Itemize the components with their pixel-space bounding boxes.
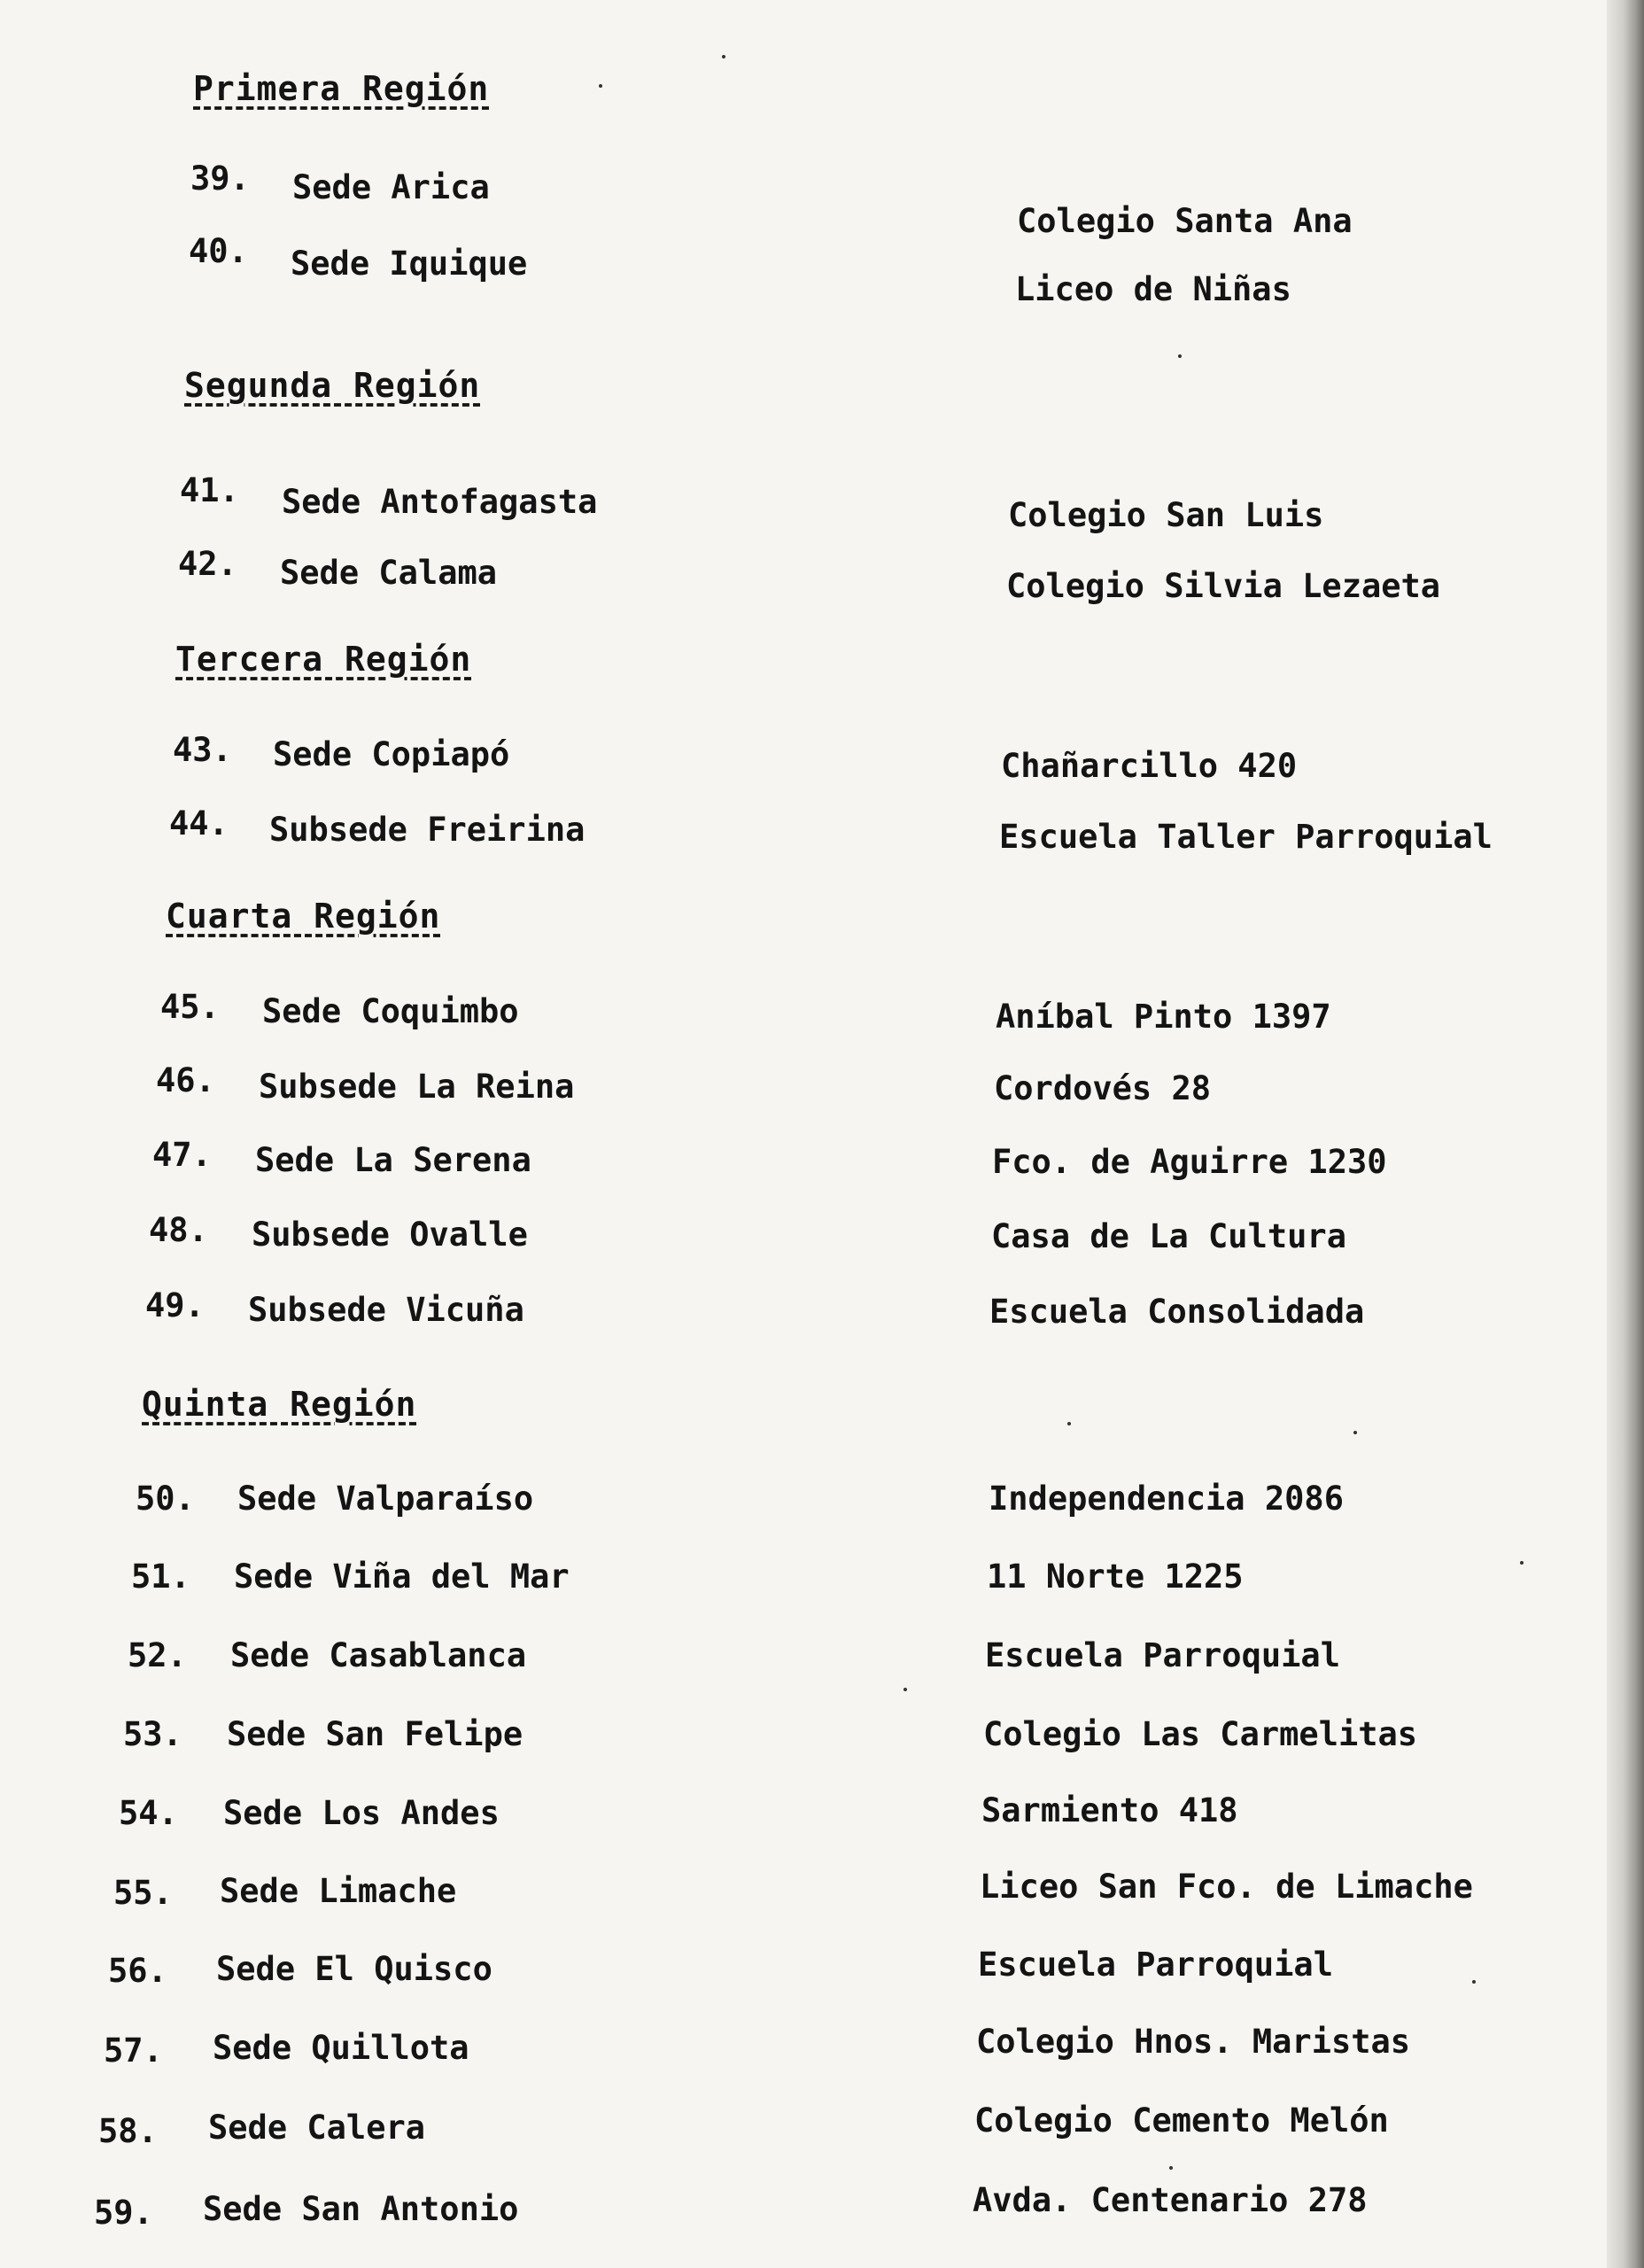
page-edge <box>1607 0 1644 2268</box>
scan-speck <box>1067 1422 1071 1425</box>
entry-number: 41. <box>180 471 239 509</box>
venue: Escuela Parroquial <box>985 1636 1340 1674</box>
scan-speck <box>1169 2166 1173 2170</box>
entry-number: 59. <box>94 2194 153 2232</box>
venue: Casa de La Cultura <box>991 1217 1346 1255</box>
entry-number: 47. <box>152 1136 212 1174</box>
venue: Sarmiento 418 <box>981 1791 1238 1829</box>
sede-name: Sede Los Andes <box>223 1794 500 1832</box>
region-heading: Segunda Región <box>184 366 481 405</box>
sede-name: Sede El Quisco <box>216 1950 492 1988</box>
scan-speck <box>722 55 725 58</box>
venue: Colegio Silvia Lezaeta <box>1006 567 1441 605</box>
entry-number: 43. <box>173 731 232 769</box>
venue: Colegio Santa Ana <box>1017 202 1353 240</box>
entry-number: 51. <box>131 1557 190 1596</box>
entry-number: 45. <box>160 988 220 1026</box>
region-heading: Tercera Región <box>175 640 472 679</box>
venue: Liceo San Fco. de Limache <box>980 1868 1473 1906</box>
entry-number: 46. <box>156 1061 215 1099</box>
venue: Cordovés 28 <box>994 1069 1212 1107</box>
venue: Fco. de Aguirre 1230 <box>992 1143 1387 1181</box>
sede-name: Sede La Serena <box>255 1141 531 1179</box>
entry-number: 55. <box>113 1874 173 1912</box>
sede-name: Sede Calama <box>280 554 498 592</box>
venue: Colegio Las Carmelitas <box>983 1715 1418 1753</box>
venue: Liceo de Niñas <box>1015 270 1291 308</box>
sede-name: Sede Casablanca <box>230 1636 527 1674</box>
region-heading: Primera Región <box>193 69 490 108</box>
scan-speck <box>599 84 602 88</box>
scan-speck <box>1520 1561 1524 1565</box>
entry-number: 54. <box>119 1794 178 1832</box>
sede-name: Subsede Vicuña <box>248 1291 524 1329</box>
venue: Aníbal Pinto 1397 <box>996 998 1331 1036</box>
sede-name: Sede Arica <box>292 168 490 206</box>
entry-number: 42. <box>178 545 237 583</box>
venue: Escuela Parroquial <box>978 1946 1333 1984</box>
entry-number: 57. <box>104 2031 163 2070</box>
region-heading: Cuarta Región <box>166 897 441 936</box>
sede-name: Subsede Ovalle <box>252 1216 528 1254</box>
venue: Colegio Cemento Melón <box>974 2101 1389 2140</box>
entry-number: 49. <box>145 1286 205 1324</box>
entry-number: 50. <box>136 1480 195 1518</box>
venue: Independencia 2086 <box>989 1480 1344 1518</box>
sede-name: Sede Coquimbo <box>262 992 519 1030</box>
entry-number: 56. <box>108 1952 167 1990</box>
venue: Escuela Taller Parroquial <box>999 818 1493 856</box>
entry-number: 40. <box>189 232 248 270</box>
sede-name: Sede Calera <box>208 2109 426 2147</box>
sede-name: Sede Limache <box>220 1872 457 1910</box>
entry-number: 39. <box>190 159 250 198</box>
sede-name: Sede San Antonio <box>203 2190 519 2228</box>
scan-speck <box>1472 1980 1476 1984</box>
sede-name: Subsede La Reina <box>259 1068 575 1106</box>
sede-name: Sede Quillota <box>213 2029 469 2067</box>
entry-number: 53. <box>123 1715 182 1753</box>
sede-name: Subsede Freirina <box>269 811 585 849</box>
scan-speck <box>903 1688 907 1691</box>
sede-name: Sede Antofagasta <box>282 483 598 521</box>
scan-speck <box>1178 354 1182 358</box>
sede-name: Sede Viña del Mar <box>234 1557 570 1596</box>
sede-name: Sede Valparaíso <box>237 1480 534 1518</box>
venue: Colegio San Luis <box>1008 496 1324 534</box>
venue: Colegio Hnos. Maristas <box>976 2023 1411 2061</box>
sede-name: Sede San Felipe <box>227 1715 523 1753</box>
sede-name: Sede Copiapó <box>273 735 510 773</box>
venue: Avda. Centenario 278 <box>973 2181 1368 2219</box>
venue: Chañarcillo 420 <box>1001 747 1298 785</box>
region-heading: Quinta Región <box>142 1385 417 1424</box>
venue: 11 Norte 1225 <box>987 1557 1244 1596</box>
entry-number: 52. <box>128 1636 187 1674</box>
scan-speck <box>1353 1431 1357 1434</box>
sede-name: Sede Iquique <box>291 245 528 283</box>
entry-number: 58. <box>98 2112 158 2150</box>
entry-number: 48. <box>149 1211 208 1249</box>
venue: Escuela Consolidada <box>989 1293 1365 1331</box>
entry-number: 44. <box>169 804 229 843</box>
